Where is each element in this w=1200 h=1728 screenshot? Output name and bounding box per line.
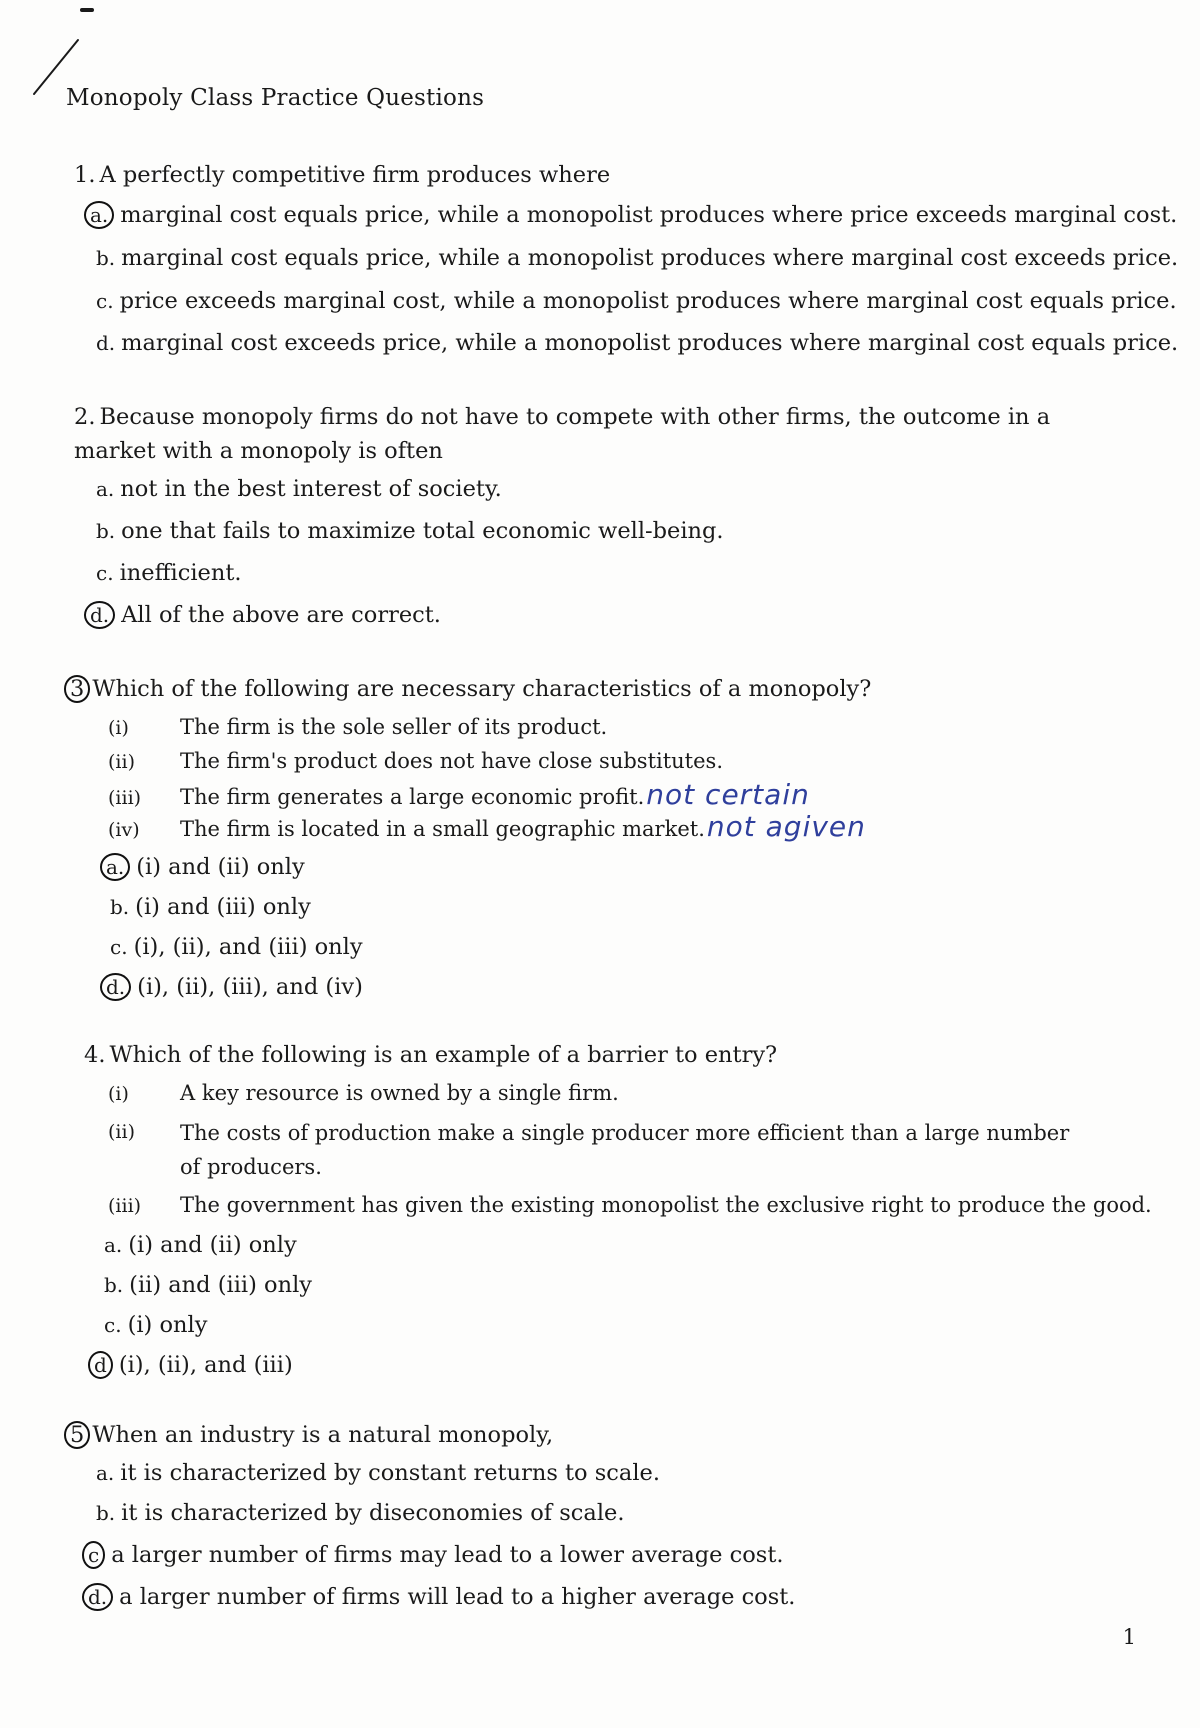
q4-item-ii (108, 1116, 1080, 1184)
option-text: (i) only (127, 1312, 208, 1338)
option-text: marginal cost equals price, while a monopolist produces where marginal cost exceeds price. (121, 245, 1179, 271)
q1-option-d (96, 328, 1178, 358)
question-number: 4. (84, 1042, 106, 1068)
option-letter: a. (96, 1461, 115, 1485)
q4-option-b (104, 1270, 312, 1300)
q3-option-d (106, 972, 363, 1002)
option-text: (i) and (iii) only (135, 894, 311, 920)
option-text: a larger number of firms may lead to a lower average cost. (111, 1542, 784, 1568)
q1-option-b (96, 243, 1178, 273)
q5-option-c (88, 1540, 784, 1570)
option-text: marginal cost exceeds price, while a monopolist produces where marginal cost equals price. (121, 330, 1179, 356)
q1-option-a (90, 200, 1177, 230)
question-5-stem (70, 1418, 553, 1452)
question-number-circled: 5 (64, 1421, 90, 1449)
q1-option-c (96, 286, 1177, 316)
q3-option-a (106, 852, 305, 882)
q3-option-b (110, 892, 311, 922)
q3-item-iv (108, 812, 866, 845)
option-letter: b. (104, 1273, 124, 1297)
q4-option-a (104, 1230, 297, 1260)
roman-numeral: (ii) (108, 1121, 135, 1143)
q2-option-c (96, 558, 242, 588)
option-text: (i), (ii), and (iii) only (133, 934, 363, 960)
item-text: A key resource is owned by a single firm. (180, 1081, 619, 1105)
page-number: 1 (1122, 1625, 1136, 1649)
question-text: When an industry is a natural monopoly, (92, 1422, 554, 1448)
item-text: The firm generates a large economic profit. (180, 785, 645, 809)
roman-numeral: (iii) (108, 787, 142, 809)
option-letter: d. (96, 331, 116, 355)
option-text: (i), (ii), (iii), and (iv) (137, 974, 363, 1000)
question-number: 1. (74, 162, 96, 188)
item-text: The firm is the sole seller of its product. (180, 715, 608, 739)
option-text: (i) and (ii) only (128, 1232, 297, 1258)
q3-item-ii (108, 746, 723, 777)
item-text: The government has given the existing monopolist the exclusive right to produce the good. (180, 1193, 1152, 1217)
option-letter-circled: c (82, 1541, 105, 1569)
question-1-stem (74, 158, 610, 192)
option-text: it is characterized by diseconomies of scale. (121, 1500, 625, 1526)
option-letter: b. (96, 1501, 116, 1525)
item-text: The firm is located in a small geographic market. (180, 817, 705, 841)
roman-numeral: (iii) (108, 1195, 142, 1217)
q4-item-i (108, 1078, 619, 1109)
option-text: All of the above are correct. (121, 602, 441, 628)
roman-numeral: (ii) (108, 751, 135, 773)
q4-option-c (104, 1310, 207, 1340)
option-text: not in the best interest of society. (120, 476, 502, 502)
option-text: (i) and (ii) only (136, 854, 305, 880)
question-text: Which of the following are necessary characteristics of a monopoly? (92, 676, 872, 702)
option-letter-circled: d. (82, 1583, 113, 1611)
q2-option-d (90, 600, 441, 630)
option-text: (i), (ii), and (iii) (118, 1352, 293, 1378)
option-text: marginal cost equals price, while a monopolist produces where price exceeds marginal cost. (120, 202, 1178, 228)
option-letter: b. (96, 519, 116, 543)
option-letter: c. (96, 289, 114, 313)
question-3-stem (70, 672, 871, 706)
question-text: A perfectly competitive firm produces where (99, 162, 611, 188)
option-letter: c. (96, 561, 114, 585)
option-text: price exceeds marginal cost, while a monopolist produces where marginal cost equals price. (119, 288, 1177, 314)
q4-option-d (94, 1350, 293, 1380)
option-letter-circled: a. (84, 201, 114, 229)
option-letter: c. (110, 935, 128, 959)
q3-item-i (108, 712, 607, 743)
question-number-circled: 3 (64, 675, 90, 703)
option-text: a larger number of firms will lead to a higher average cost. (119, 1584, 796, 1610)
q5-option-d (88, 1582, 795, 1612)
q2-option-b (96, 516, 724, 546)
option-text: it is characterized by constant returns to scale. (120, 1460, 660, 1486)
option-text: one that fails to maximize total economic well-being. (121, 518, 724, 544)
option-text: (ii) and (iii) only (129, 1272, 312, 1298)
question-text: Because monopoly firms do not have to compete with other firms, the outcome in a market with a monopoly is often (74, 404, 1051, 464)
option-letter: c. (104, 1313, 122, 1337)
q2-option-a (96, 474, 502, 504)
roman-numeral: (i) (108, 1083, 129, 1105)
handwritten-note: not certain (646, 778, 810, 811)
page-title: Monopoly Class Practice Questions (66, 85, 485, 111)
option-letter: a. (104, 1233, 123, 1257)
item-text: The firm's product does not have close substitutes. (180, 749, 724, 773)
question-2-stem (74, 400, 1134, 468)
question-text: Which of the following is an example of a barrier to entry? (109, 1042, 778, 1068)
q5-option-b (96, 1498, 624, 1528)
option-letter: b. (110, 895, 130, 919)
q3-option-c (110, 932, 363, 962)
q3-item-iii (108, 780, 810, 813)
roman-numeral: (iv) (108, 819, 140, 841)
item-text: The costs of production make a single producer more efficient than a large number of producers. (180, 1121, 1070, 1179)
question-number: 2. (74, 404, 96, 430)
option-letter-circled: d (88, 1351, 113, 1379)
option-letter-circled: a. (100, 853, 130, 881)
pen-dash-mark (80, 8, 94, 12)
option-letter: b. (96, 246, 116, 270)
question-4-stem (84, 1038, 777, 1072)
option-text: inefficient. (119, 560, 242, 586)
roman-numeral: (i) (108, 717, 129, 739)
q5-option-a (96, 1458, 660, 1488)
q4-item-iii (108, 1190, 1152, 1221)
handwritten-note: not agiven (706, 810, 866, 843)
option-letter-circled: d. (100, 973, 131, 1001)
option-letter: a. (96, 477, 115, 501)
option-letter-circled: d. (84, 601, 115, 629)
